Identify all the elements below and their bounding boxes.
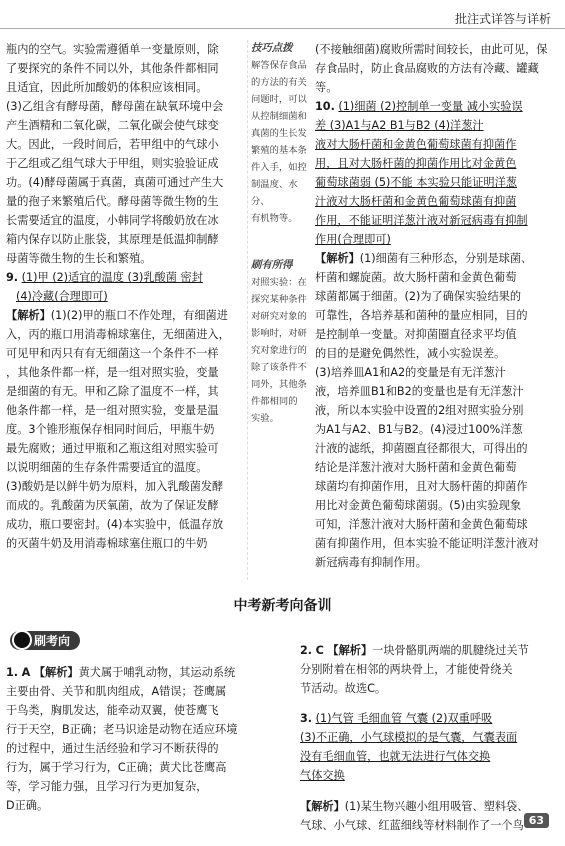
text-line: 主要由骨、关节和肌肉组成，A错误；苍鹰属 <box>6 685 227 699</box>
header-divider <box>0 28 565 29</box>
text-line: 且适宜，因此所加酸奶的体积应该相同。 <box>6 81 208 94</box>
answer-line: 差 (3)A1与A2 B1与B2 (4)洋葱汁 <box>315 119 484 132</box>
tip-line: 解答保存食品 <box>251 60 307 71</box>
tip-line: 从控制细菌和 <box>251 111 307 122</box>
text-line: 度。3个锥形瓶保存相同时间后，甲瓶牛奶 <box>6 423 215 436</box>
question-10-answer <box>315 97 552 249</box>
answer-line: 葡萄球菌弱 (5)不能 本实验只能证明洋葱 <box>315 176 517 189</box>
tip-line: 除了该条件不 <box>251 362 307 373</box>
page-number: 63 <box>524 813 549 828</box>
text-line: 瓶内的空气。实验需遵循单一变量原则，除 <box>6 43 219 56</box>
text-line: 他条件都一样，是一组对照实验，变量是温 <box>6 404 219 417</box>
text-line: 是细菌的有无。甲和乙除了温度不一样，其 <box>6 385 219 398</box>
tip-note-gain <box>251 257 309 427</box>
text-line: 母菌等微生物的生长和繁殖。 <box>6 252 152 265</box>
answer-line: 用，且对大肠杆菌的抑菌作用比对金黄色 <box>315 157 517 170</box>
text-line: 产生酒精和二氧化碳，二氧化碳会使气球变 <box>6 119 219 132</box>
text-line: 量的孢子来繁殖后代。酵母菌等微生物的生 <box>6 195 219 208</box>
text-line: 气球、小气球、红蓝细线等材料制作了一个鸟 <box>300 818 524 832</box>
tip-line: 实验。 <box>251 413 279 424</box>
right-top-text <box>315 40 552 97</box>
tip-line: 的方法的有关 <box>251 77 307 88</box>
tip-line: 有机物等。 <box>251 213 298 224</box>
analysis-label: 【解析】 <box>315 252 360 265</box>
question-3-number: 3. <box>300 712 313 726</box>
text-line: 于乙组或乙组气球大于甲组，则实验验证成 <box>6 157 219 170</box>
text-line: 菌有抑菌作用，但本实验不能证明洋葱汁液对 <box>315 537 539 550</box>
tip-title-gain: 刷有所得 <box>251 259 293 271</box>
column-divider <box>247 40 248 580</box>
answer-line: (1)气管 毛细血管 气囊 (2)双重呼吸 <box>315 712 493 726</box>
text-line: (不接触细菌)腐败所需时间较长，由此可见，保 <box>315 43 548 56</box>
text-line: D正确。 <box>6 799 49 813</box>
text-line: (1)(2)甲的瓶口不作处理，有细菌进 <box>50 309 228 322</box>
tip-body-skill <box>251 57 309 227</box>
question-2-number: 2. <box>300 644 313 658</box>
text-line: 液，培养皿B1和B2的变量也是有无洋葱汁 <box>315 385 524 398</box>
tip-line: 究对象进行的 <box>251 345 307 356</box>
question-9-answer-line-1: (1)甲 (2)适宜的温度 (3)乳酸菌 密封 <box>21 271 203 284</box>
section-tag <box>10 630 110 650</box>
analysis-label: 【解析】 <box>6 309 51 322</box>
text-line: (3)培养皿A1和A2的变量是有无洋葱汁 <box>315 366 506 379</box>
answer-line: 液对大肠杆菌和金黄色葡萄球菌有抑菌作 <box>315 138 517 151</box>
tip-line: 影响时，对研 <box>251 328 307 339</box>
text-line: 于鸟类，胸肌发达，能牵动双翼，使苍鹰飞 <box>6 704 219 718</box>
answer-line: (3)不正确，小气球模拟的是气囊，气囊表面 <box>300 731 518 745</box>
text-line: 黄犬属于哺乳动物，其运动系统 <box>78 666 236 680</box>
question-3 <box>300 709 555 785</box>
text-line: 而成的。乳酸菌为厌氧菌，故为了保证发酵 <box>6 499 219 512</box>
text-line: (1)细菌有三种形态，分别是球菌、 <box>359 252 533 265</box>
text-line: 可知，洋葱汁液对大肠杆菌和金黄色葡萄球 <box>315 518 528 531</box>
text-line: 最先腐败；通过甲瓶和乙瓶这组对照实验可 <box>6 442 219 455</box>
question-9-number: 9. <box>6 271 19 284</box>
tip-line: 件入手，如控 <box>251 162 307 173</box>
text-line: 杆菌和螺旋菌。故大肠杆菌和金黄色葡萄 <box>315 271 517 284</box>
analysis-label: 【解析】 <box>300 799 345 813</box>
tip-line: 探究某种条件 <box>251 294 307 305</box>
question-10-answer-text <box>315 100 528 246</box>
text-line: 可见甲和丙只有有无细菌这一个条件不一样 <box>6 347 219 360</box>
text-line: (1)某生物兴趣小组用吸管、塑料袋、 <box>344 799 529 813</box>
text-line: 汁液的滤纸，抑菌圈直径都很大，可得出的 <box>315 442 528 455</box>
text-line: 了要探究的条件不同以外，其他条件都相同 <box>6 62 219 75</box>
tip-line: 真菌的生长发 <box>251 128 307 139</box>
tip-line: 对照实验：在 <box>251 277 307 288</box>
question-3-answer-text <box>300 712 517 782</box>
tip-line: 繁殖的基本条 <box>251 145 307 156</box>
left-paragraph <box>6 40 245 268</box>
text-line: 的灭菌牛奶及用消毒棉球塞住瓶口的牛奶 <box>6 537 208 550</box>
tip-title-skill: 技巧点拨 <box>251 42 293 54</box>
right-column <box>315 40 552 572</box>
text-line: 液，所以本实验中设置的2组对照实验分别 <box>315 404 524 417</box>
text-line: 的过程中，通过生活经验和学习不断获得的 <box>6 742 219 756</box>
text-line: 球菌均有抑菌作用，且对大肠杆菌的抑菌作 <box>315 480 528 493</box>
tip-line: 问题时，可以 <box>251 94 307 105</box>
text-line: ，其他条件都一样，是一组对照实验，变量 <box>6 366 219 379</box>
question-1-number: 1. <box>6 666 19 680</box>
tip-line: 件都相同的 <box>251 396 298 407</box>
text-line: 入，丙的瓶口用消毒棉球塞住，无细菌进入， <box>6 328 230 341</box>
text-line: 行于天空，B正确；老马识途是动物在适应环境 <box>6 723 238 737</box>
text-line: 成功，瓶口要密封。(4)本实验中，低温存放 <box>6 518 224 531</box>
question-2 <box>300 641 555 698</box>
answer-line: 作用(合理即可) <box>315 233 391 246</box>
question-1-analysis-text <box>6 666 237 812</box>
question-3-analysis <box>300 797 555 835</box>
question-2-answer: C <box>315 644 324 658</box>
text-line: 的目的是避免偶然性，减小实验误差。 <box>315 347 506 360</box>
question-1-answer: A <box>21 666 31 680</box>
question-1 <box>6 663 281 815</box>
section-tag-pill <box>10 631 80 650</box>
left-column <box>6 40 245 553</box>
section-tag-label: 刷考向 <box>34 633 71 648</box>
text-line: 大。因此，一段时间后，若甲组中的气球小 <box>6 138 219 151</box>
text-line: 新冠病毒有抑制作用。 <box>315 556 427 569</box>
tip-line: 制温度、水分、 <box>251 179 298 207</box>
question-9-analysis-text <box>6 309 230 550</box>
page-header-title: 批注式详答与详析 <box>454 12 551 26</box>
bottom-right-column <box>300 630 555 846</box>
section-title: 中考新考向备训 <box>233 598 332 614</box>
tip-note-skill <box>251 40 309 227</box>
text-line: (3)乙组含有酵母菌，酵母菌在缺氧环境中会 <box>6 100 224 113</box>
answer-line: 作用，不能证明洋葱汁液对新冠病毒有抑制 <box>315 214 528 227</box>
text-line: 长需要适宜的温度，小韩同学将酸奶放在冰 <box>6 214 219 227</box>
text-line: 等，学习能力强，且学习行为更加复杂， <box>6 780 208 794</box>
question-9-analysis <box>6 306 245 553</box>
tip-body-gain <box>251 274 309 427</box>
text-line: 箱内保存以防止胀袋，其原理是低温抑制酵 <box>6 233 219 246</box>
question-10-number: 10. <box>315 100 335 113</box>
text-line: 行为，属于学习行为，C正确；黄犬比苍鹰高 <box>6 761 227 775</box>
text-line: 功。(4)酵母菌属于真菌，真菌可通过产生大 <box>6 176 224 189</box>
text-line: 是控制单一变量。对抑菌圈直径求平均值 <box>315 328 517 341</box>
text-line: 结论是洋葱汁液对大肠杆菌和金黄色葡萄 <box>315 461 517 474</box>
brush-icon <box>12 630 32 650</box>
answer-line: 没有毛细血管，也就无法进行气体交换 <box>300 750 491 764</box>
answer-line: 汁液对大肠杆菌和金黄色葡萄球菌有抑菌 <box>315 195 517 208</box>
analysis-label: 【解析】 <box>327 644 373 658</box>
text-line: 分别附着在相邻的两块骨上，才能使骨绕关 <box>300 663 513 677</box>
text-line: 球菌都属于细菌。(2)为了确保实验结果的 <box>315 290 522 303</box>
text-line: 节活动。故选C。 <box>300 682 387 696</box>
text-line: 以说明细菌的生存条件需要适宜的温度。 <box>6 461 208 474</box>
answer-line: (1)细菌 (2)控制单一变量 减小实验误 <box>338 100 523 113</box>
bottom-left-column <box>6 652 281 826</box>
tip-line: 对研究对象的 <box>251 311 307 322</box>
margin-notes <box>251 40 309 441</box>
text-line: 可靠性，各培养基和菌种的量应相同，目的 <box>315 309 528 322</box>
text-line: 存食品时，防止食品腐败的方法有冷藏、罐藏等。 <box>315 62 539 94</box>
tip-line: 同外，其他条 <box>251 379 307 390</box>
answer-line: 气体交换 <box>300 769 345 783</box>
question-9-answer-line-2: (4)冷藏(合理即可) <box>16 290 108 303</box>
analysis-label: 【解析】 <box>33 666 79 680</box>
question-10-analysis-text <box>315 252 539 569</box>
text-line: 用比对金黄色葡萄球菌弱。(5)由实验现象 <box>315 499 522 512</box>
question-9-answer <box>6 268 245 287</box>
question-10-analysis <box>315 249 552 572</box>
question-9-answer-line-2-wrap <box>6 287 245 306</box>
text-line: 为A1与A2、B1与B2。(4)浸过100%洋葱 <box>315 423 523 436</box>
text-line: (3)酸奶是以鲜牛奶为原料，加入乳酸菌发酵 <box>6 480 224 493</box>
text-line: 一块骨骼肌两端的肌腱绕过关节 <box>372 644 529 658</box>
